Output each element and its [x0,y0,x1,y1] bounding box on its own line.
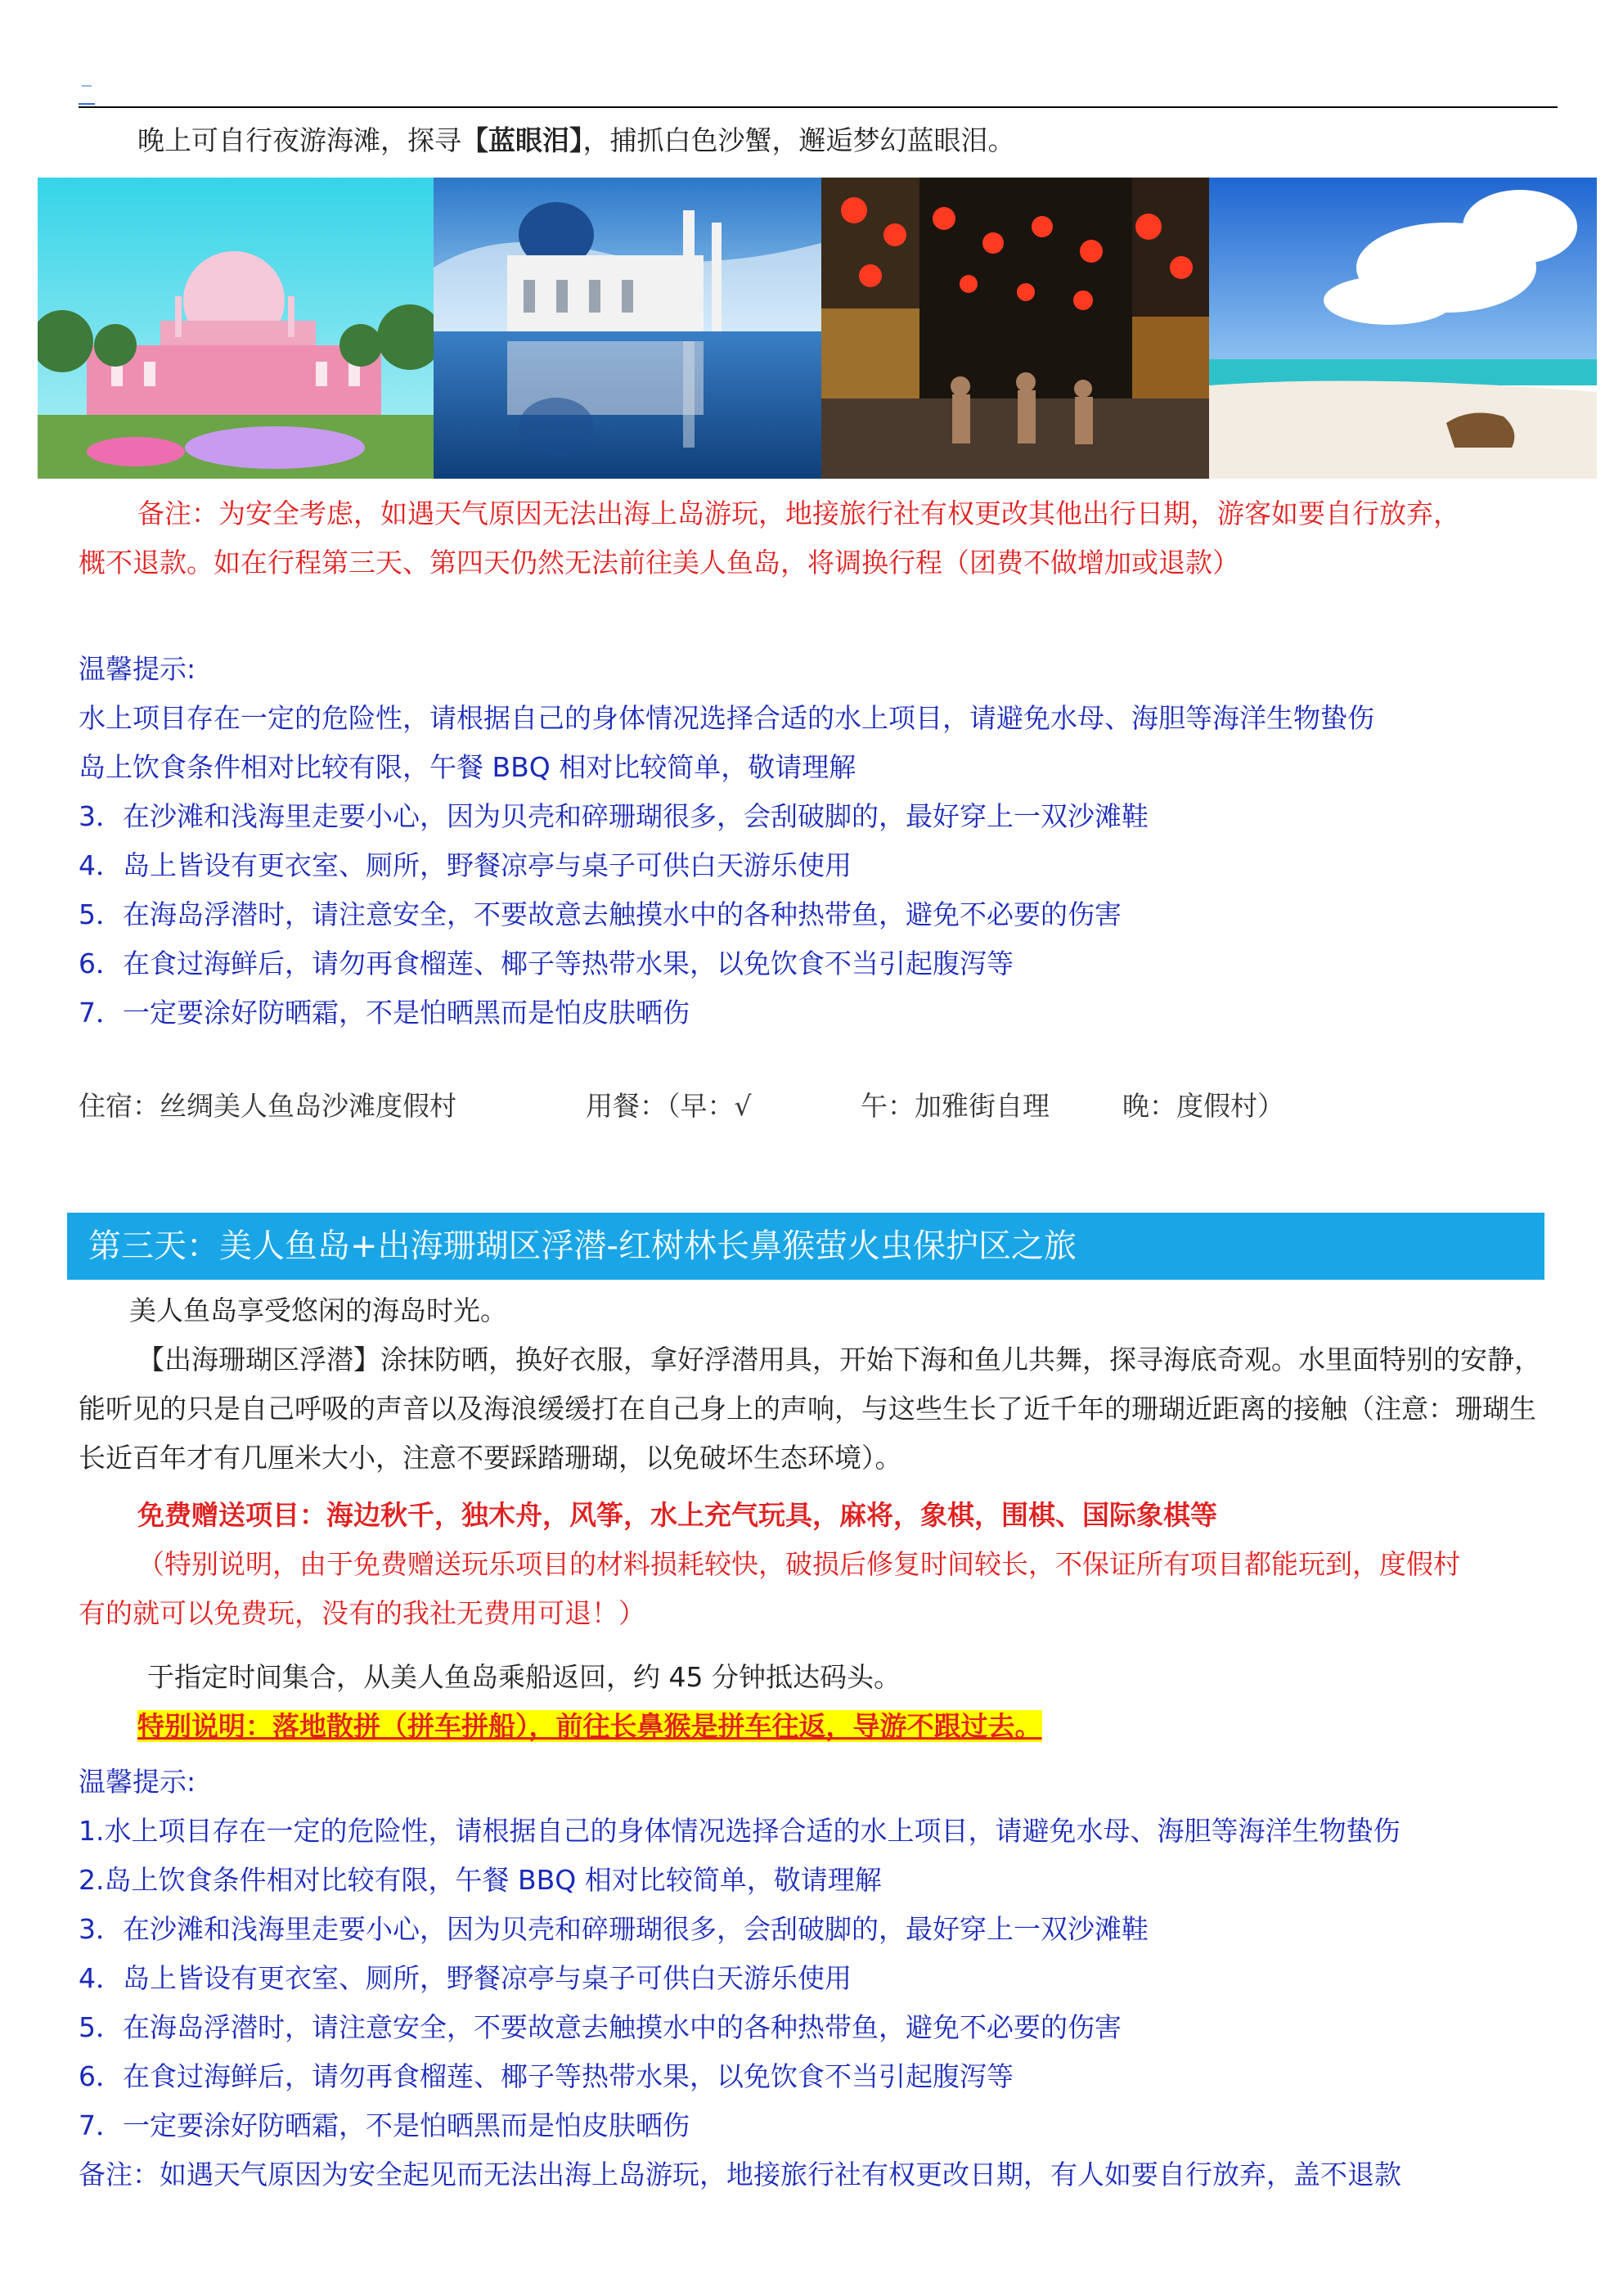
remark-line-2: 概不退款。如在行程第三天、第四天仍然无法前往美人鱼岛，将调换行程（团费不做增加或退款） [79,547,1239,579]
day3-leisure: 美人鱼岛享受悠闲的海岛时光。 [129,1294,507,1326]
tip-item: 4．岛上皆设有更衣室、厕所，野餐凉亭与桌子可供白天游乐使用 [79,849,852,881]
header-mark-icon [79,82,95,105]
tip-item: 6．在食过海鲜后，请勿再食榴莲、椰子等热带水果，以免饮食不当引起腹泻等 [79,2060,1014,2092]
beach-photo [1209,178,1597,479]
day3-notice-highlight: 特别说明：落地散拼（拼车拼船），前往长鼻猴是拼车往返，导游不跟过去。 [137,1710,1042,1742]
tip-item: 7．一定要涂好防晒霜，不是怕晒黑而是怕皮肤晒伤 [79,997,690,1029]
day3-snorkel-line-1: 【出海珊瑚区浮潜】涂抹防晒，换好衣服，拿好浮潜用具，开始下海和鱼儿共舞，探寻海底奇观。水里面特别的安静， [137,1344,1541,1375]
intro-paragraph [137,116,1015,165]
intro-text: 晚上可自行夜游海滩，探寻 [137,124,461,156]
blue-tears-highlight: 【蓝眼泪】 [461,124,583,156]
tip-item: 5．在海岛浮潜时，请注意安全，不要故意去触摸水中的各种热带鱼，避免不必要的伤害 [79,898,1122,930]
day3-free-items: 免费赠送项目：海边秋千，独木舟，风筝，水上充气玩具，麻将，象棋，围棋、国际象棋等 [137,1499,1217,1531]
tip-item: 3．在沙滩和浅海里走要小心，因为贝壳和碎珊瑚很多，会刮破脚的，最好穿上一双沙滩鞋 [79,1913,1149,1945]
lodging-dinner: 晚：度假村） [1122,1090,1284,1122]
tip-item: 水上项目存在一定的危险性，请根据自己的身体情况选择合适的水上项目，请避免水母、海胆等海洋生物蛰伤 [79,702,1374,734]
pink-mosque-photo [38,178,434,479]
tip-item: 7．一定要涂好防晒霜，不是怕晒黑而是怕皮肤晒伤 [79,2109,690,2141]
tip-item: 6．在食过海鲜后，请勿再食榴莲、椰子等热带水果，以免饮食不当引起腹泻等 [79,948,1014,979]
remark-line-1: 备注：为安全考虑，如遇天气原因无法出海上岛游玩，地接旅行社有权更改其他出行日期，游客如要自行放弃， [137,497,1460,529]
tips-title: 温馨提示: [79,653,196,685]
lodging-breakfast: 用餐：（早：√ [586,1090,752,1122]
header-rule [79,106,1558,108]
day3-return: 于指定时间集合，从美人鱼岛乘船返回，约 45 分钟抵达码头。 [147,1661,901,1693]
photo-strip [38,178,1597,479]
tip-item: 2.岛上饮食条件相对比较有限，午餐 BBQ 相对比较简单，敬请理解 [79,1864,882,1896]
lodging-lunch: 午：加雅街自理 [861,1090,1050,1122]
intro-text-end: ，捕抓白色沙蟹，邂逅梦幻蓝眼泪。 [582,124,1015,156]
day3-special-line-2: 有的就可以免费玩，没有的我社无费用可退！） [79,1597,645,1629]
tip-item: 5．在海岛浮潜时，请注意安全，不要故意去触摸水中的各种热带鱼，避免不必要的伤害 [79,2011,1122,2043]
night-market-photo [821,178,1209,479]
tips-title-2: 温馨提示: [79,1766,196,1798]
lodging-hotel: 住宿：丝绸美人鱼岛沙滩度假村 [79,1090,456,1122]
day3-snorkel-line-2: 能听见的只是自己呼吸的声音以及海浪缓缓打在自己身上的声响，与这些生长了近千年的珊瑚近距离的接触（注意：珊瑚生 [79,1393,1536,1425]
tip-item: 4．岛上皆设有更衣室、厕所，野餐凉亭与桌子可供白天游乐使用 [79,1962,852,1994]
tip-item: 1.水上项目存在一定的危险性，请根据自己的身体情况选择合适的水上项目，请避免水母、海胆等海洋生物蛰伤 [79,1815,1400,1847]
tip-item: 3．在沙滩和浅海里走要小心，因为贝壳和碎珊瑚很多，会刮破脚的，最好穿上一双沙滩鞋 [79,800,1149,832]
day3-banner: 第三天：美人鱼岛+出海珊瑚区浮潜-红树林长鼻猴萤火虫保护区之旅 [67,1213,1544,1280]
tip-item: 岛上饮食条件相对比较有限，午餐 BBQ 相对比较简单，敬请理解 [79,751,856,783]
day3-special-line-1: （特别说明，由于免费赠送玩乐项目的材料损耗较快，破损后修复时间较长，不保证所有项目都能玩到，度假村 [137,1548,1460,1580]
day3-snorkel-line-3: 长近百年才有几厘米大小，注意不要踩踏珊瑚，以免破坏生态环境）。 [79,1442,902,1474]
floating-mosque-photo [434,178,821,479]
day3-notice [137,1702,1042,1751]
tips-remark: 备注：如遇天气原因为安全起见而无法出海上岛游玩，地接旅行社有权更改日期，有人如要自行放弃，盖不退款 [79,2159,1401,2190]
